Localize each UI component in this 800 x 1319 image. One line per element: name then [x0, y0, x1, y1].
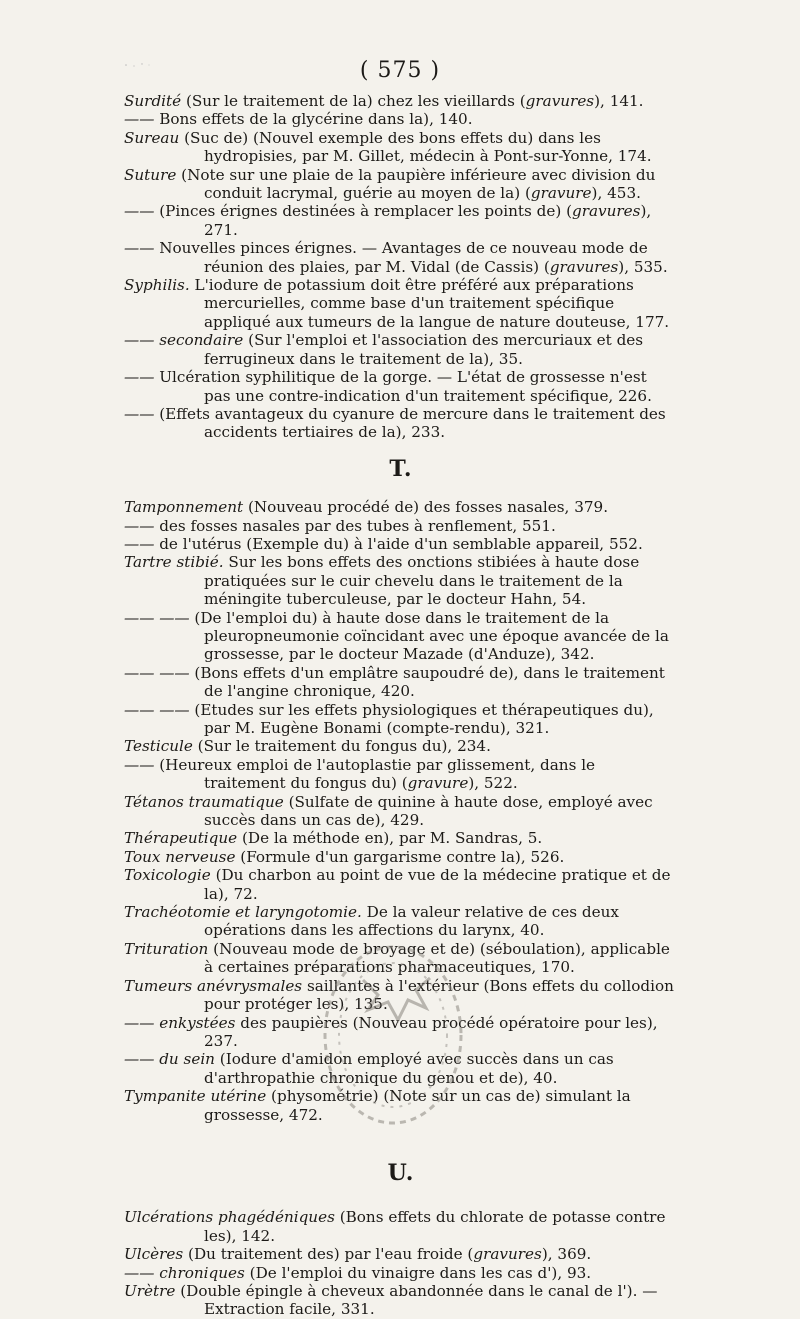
entry-text: Nouvelles pinces érignes. — Avantages de ce nouveau mode de réunion des plaies, par M. Vidal (de Cassis) (: [159, 239, 648, 276]
entry-text: (Formule d'un gargarisme contre la), 526.: [240, 847, 565, 866]
entry-text: (Pinces érignes destinées à remplacer les points de) (: [159, 202, 572, 221]
entry-text: (physométrie) (Note sur un cas de) simulant la grossesse, 472.: [204, 1087, 631, 1124]
entry-heading: Testicule: [124, 737, 193, 756]
index-entry: [124, 793, 678, 830]
entry-heading: ——: [124, 110, 155, 129]
entry-italic-note: gravures: [473, 1245, 542, 1264]
entry-heading: Tétanos traumatique: [124, 792, 284, 811]
entry-text: (Sur le traitement de la) chez les vieillards (: [185, 92, 526, 110]
index-entry: [124, 756, 678, 793]
entry-text: Ulcération syphilitique de la gorge. — L'état de grossesse n'est pas une contre-indication d'un traitement spécifique, 226.: [159, 368, 652, 405]
entry-text: L'iodure de potassium doit être préféré aux préparations mercurielles, comme base d'un traitement spécifique appliqué aux tumeurs de la langue de nature douteuse, 177.: [194, 276, 670, 331]
entry-heading: Suture: [124, 165, 177, 184]
entry-italic-note: gravures: [572, 202, 641, 221]
index-entry: [124, 239, 678, 276]
section-heading-u: U.: [387, 1159, 415, 1186]
entry-heading: —— enkystées: [124, 1013, 236, 1032]
index-entry: [124, 517, 678, 535]
entry-heading: ——: [124, 404, 155, 423]
index-entry: [124, 498, 678, 516]
entry-heading: —— secondaire: [124, 331, 244, 350]
entry-heading: ——: [124, 202, 155, 221]
entry-italic-note: gravure: [530, 184, 592, 203]
entry-text: saillantes à l'extérieur (Bons effets du collodion pour protéger les), 135.: [204, 976, 674, 1014]
entry-heading: Tumeurs anévrysmales: [124, 976, 303, 995]
index-entry: [124, 553, 678, 608]
entry-text: (Etudes sur les effets physiologiques et thérapeutiques du), par M. Eugène Bonami (compte-rendu), 321.: [194, 700, 654, 737]
entry-text: des fosses nasales par des tubes à renflement, 551.: [159, 516, 556, 535]
entry-text: (Du charbon au point de vue de la médecine pratique et de la), 72.: [204, 866, 671, 903]
entry-heading: Trituration: [124, 939, 209, 958]
entry-text: ), 535.: [618, 257, 668, 276]
entry-heading: Tartre stibié.: [124, 553, 224, 572]
entry-text: (De l'emploi du vinaigre dans les cas d'), 93.: [249, 1263, 592, 1282]
entry-text: (Double épingle à cheveux abandonnée dans le canal de l'). — Extraction facile, 331.: [180, 1281, 658, 1319]
entry-heading: —— chroniques: [124, 1263, 245, 1282]
index-entry: [124, 866, 678, 903]
index-entry: [124, 1264, 678, 1282]
entry-text: (Nouveau mode de broyage et de) (séboulation), applicable à certaines préparations pharmaceutiques, 170.: [204, 939, 670, 977]
entry-heading: —— ——: [124, 663, 190, 682]
index-entry: [124, 1208, 678, 1245]
index-entry: [124, 110, 678, 128]
entry-text: de l'utérus (Exemple du) à l'aide d'un semblable appareil, 552.: [159, 534, 643, 553]
entry-text: (Bons effets d'un emplâtre saupoudré de), dans le traitement de l'angine chronique, 420.: [194, 663, 665, 701]
entries-section-u: [124, 1208, 678, 1318]
entry-text: De la valeur relative de ces deux opérations dans les affections du larynx, 40.: [204, 903, 619, 940]
entry-heading: Toux nerveuse: [124, 847, 236, 866]
entry-italic-note: gravures: [549, 257, 619, 276]
entry-italic-note: gravures: [525, 92, 595, 110]
entry-text: des paupières (Nouveau procédé opératoire pour les), 237.: [204, 1013, 658, 1050]
entry-text: Bons effets de la glycérine dans la), 140.: [159, 110, 473, 129]
page-number: ( 575 ): [359, 58, 441, 83]
entry-heading: ——: [124, 368, 155, 387]
entries-section-s: [124, 92, 678, 442]
index-entry: [124, 276, 678, 331]
entry-text: (Sur le traitement du fongus du), 234.: [197, 737, 491, 756]
entry-text: (De l'emploi du) à haute dose dans le traitement de la pleuropneumonie coïncidant avec une époque avancée de la grossesse, par le docteur Mazade (d'Anduze), 342.: [194, 608, 669, 664]
index-entry: [124, 92, 678, 110]
entry-heading: ——: [124, 516, 155, 535]
entry-text: Sur les bons effets des onctions stibiées à haute dose pratiquées sur le cuir chevelu dans le traitement de la méningite tuberculeuse, par le docteur Hahn, 54.: [204, 553, 640, 609]
entry-text: (Du traitement des) par l'eau froide (: [188, 1245, 474, 1264]
index-entry: [124, 535, 678, 553]
entry-heading: Sureau: [124, 128, 180, 147]
entry-heading: Trachéotomie et laryngotomie.: [124, 903, 362, 922]
entry-heading: Ulcérations phagédéniques: [124, 1208, 335, 1227]
index-entry: [124, 368, 678, 405]
index-entry: [124, 1282, 678, 1319]
entry-heading: ——: [124, 755, 155, 774]
entry-text: (Sulfate de quinine à haute dose, employé avec succès dans un cas de), 429.: [204, 792, 653, 830]
entry-heading: Surdité: [124, 92, 182, 110]
entry-text: (Effets avantageux du cyanure de mercure dans le traitement des accidents tertiaires de la), 233.: [159, 404, 666, 442]
section-heading-t: T.: [389, 455, 413, 482]
entry-text: (Nouveau procédé de) des fosses nasales, 379.: [247, 498, 609, 517]
index-entry: [124, 331, 678, 368]
entry-italic-note: gravure: [407, 774, 469, 793]
library-stamp-icon: [318, 940, 468, 1130]
entry-heading: Syphilis.: [124, 276, 190, 295]
index-entry: [124, 829, 678, 847]
index-entry: [124, 129, 678, 166]
entry-heading: ——: [124, 534, 155, 553]
entry-text: ), 369.: [541, 1245, 592, 1264]
entry-text: (Heureux emploi de l'autoplastie par glissement, dans le traitement du fongus du) (: [159, 755, 596, 793]
entry-heading: —— du sein: [124, 1050, 215, 1069]
entry-text: (Bons effets du chlorate de potasse contre les), 142.: [204, 1208, 666, 1245]
index-entry: [124, 609, 678, 664]
entry-heading: ——: [124, 239, 155, 258]
entry-text: ), 453.: [591, 184, 641, 203]
index-entry: [124, 405, 678, 442]
entry-text: (Sur l'emploi et l'association des mercuriaux et des ferrugineux dans le traitement de la), 35.: [204, 331, 644, 368]
index-entry: [124, 202, 678, 239]
entry-heading: Urètre: [124, 1281, 176, 1300]
entry-text: ), 141.: [594, 92, 644, 110]
entry-heading: Thérapeutique: [124, 829, 238, 848]
entry-heading: —— ——: [124, 608, 190, 627]
index-entry: [124, 166, 678, 203]
index-entry: [124, 664, 678, 701]
entry-heading: Tamponnement: [124, 498, 244, 517]
entry-text: (De la méthode en), par M. Sandras, 5.: [242, 829, 543, 848]
index-entry: [124, 701, 678, 738]
entry-text: (Note sur une plaie de la paupière inférieure avec division du conduit lacrymal, guérie au moyen de la) (: [181, 165, 656, 203]
index-entry: [124, 737, 678, 755]
index-body: [124, 92, 678, 1319]
entry-text: (Suc de) (Nouvel exemple des bons effets du) dans les hydropisies, par M. Gillet, médecin à Pont-sur-Yonne, 174.: [184, 128, 652, 166]
entry-heading: Tympanite utérine: [124, 1087, 267, 1106]
entry-heading: Toxicologie: [124, 866, 211, 885]
entry-text: (Iodure d'amidon employé avec succès dans un cas d'arthropathie chronique du genou et de), 40.: [204, 1050, 614, 1087]
index-entry: [124, 903, 678, 940]
entry-text: ), 522.: [468, 774, 518, 793]
index-entry: [124, 1245, 678, 1263]
entry-text: ), 271.: [204, 202, 652, 239]
entry-heading: Ulcères: [124, 1245, 184, 1264]
index-entry: [124, 848, 678, 866]
entry-heading: —— ——: [124, 700, 190, 719]
